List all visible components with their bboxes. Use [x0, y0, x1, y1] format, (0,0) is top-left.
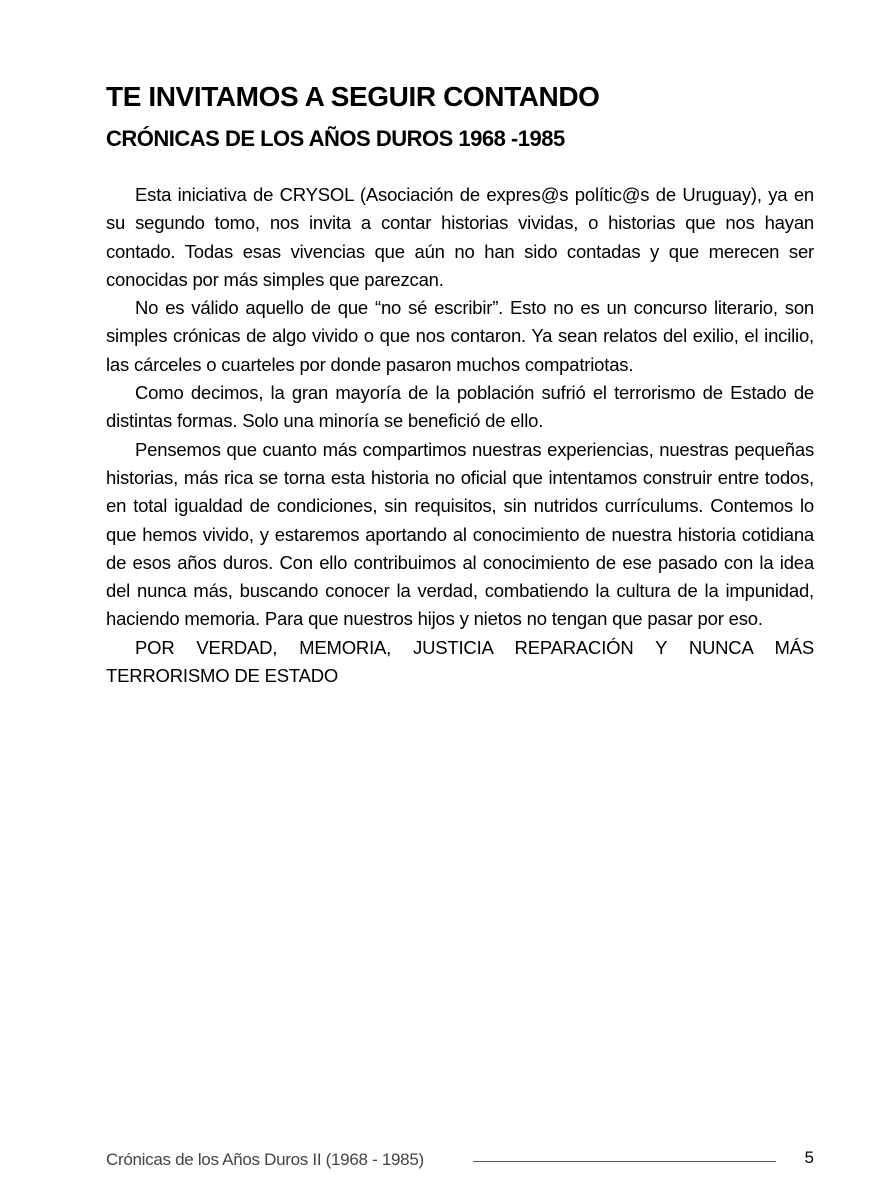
paragraph-2: No es válido aquello de que “no sé escribir”. Esto no es un concurso literario, son simples crónicas de algo vivido o que nos contaron. Ya sean relatos del exilio, el incilio, las cárceles o cuarteles por donde pasaron muchos compatriotas. — [106, 297, 814, 375]
paragraph-3: Como decimos, la gran mayoría de la población sufrió el terrorismo de Estado de distintas formas. Solo una minoría se benefició de ello. — [106, 382, 814, 432]
page-number: 5 — [804, 1148, 814, 1167]
page-title: TE INVITAMOS A SEGUIR CONTANDO — [106, 81, 600, 112]
footer-divider — [473, 1161, 776, 1162]
body-text — [106, 181, 814, 690]
footer-book-title: Crónicas de los Años Duros II (1968 - 1985) — [106, 1150, 424, 1169]
paragraph-5: POR VERDAD, MEMORIA, JUSTICIA REPARACIÓN Y NUNCA MÁS TERRORISMO DE ESTADO — [106, 636, 814, 687]
page-subtitle: CRÓNICAS DE LOS AÑOS DUROS 1968 -1985 — [106, 126, 565, 151]
paragraph-4: Pensemos que cuanto más compartimos nuestras experiencias, nuestras pequeñas historias, más rica se torna esta historia no oficial que intentamos construir entre todos, en total igualdad de condiciones, sin requisitos, sin nutridos currículums. Contemos lo que hemos vivido, y estaremos aportando al conocimiento de nuestra historia cotidiana de esos años duros. Con ello contribuimos al conocimiento de ese pasado con la idea del nunca más, buscando conocer la verdad, combatiendo la cultura de la impunidad, haciendo memoria. Para que nuestros hijos y nietos no tengan que pasar por eso. — [106, 438, 814, 630]
page-footer — [106, 1148, 814, 1174]
paragraph-1: Esta iniciativa de CRYSOL (Asociación de expres@s polític@s de Uruguay), ya en su segundo tomo, nos invita a contar historias vividas, o historias que nos hayan contado. Todas esas vivencias que aún no han sido contadas y que merecen ser conocidas por más simples que parezcan. — [106, 184, 814, 290]
